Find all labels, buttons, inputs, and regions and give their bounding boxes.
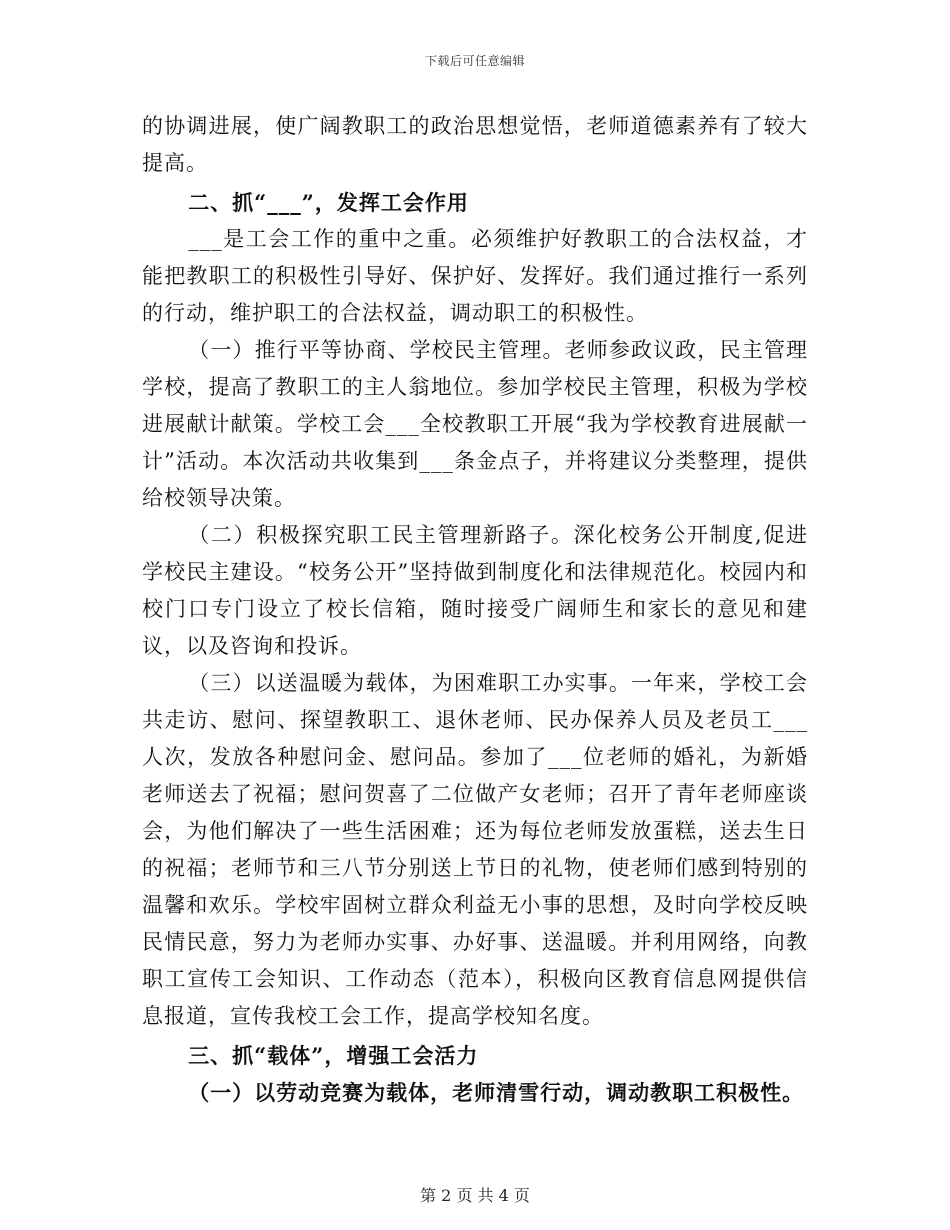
paragraph-school-affairs-openness: （二）积极探究职工民主管理新路子。深化校务公开制度,促进学校民主建设。“校务公开”坚持做到制度化和法律规范化。校园内和校门口专门设立了校长信箱，随时接受广阔师生和家长的意见和建议，以及咨询和投诉。 bbox=[142, 523, 808, 658]
paragraph-union-role: ___是工会工作的重中之重。必须维护好教职工的合法权益，才能把教职工的积极性引导好、保护好、发挥好。我们通过推行一系列的行动，维护职工的合法权益，调动职工的积极性。 bbox=[142, 227, 808, 325]
paragraph-continuation: 的协调进展，使广阔教职工的政治思想觉悟，老师道德素养有了较大提高。 bbox=[142, 114, 808, 175]
subsection-heading-3-1: （一）以劳动竞赛为载体，老师清雪行动，调动教职工积极性。 bbox=[188, 1080, 805, 1105]
paragraph-warmth-delivery: （三）以送温暖为载体，为困难职工办实事。一年来，学校工会共走访、慰问、探望教职工、退休老师、民办保养人员及老员工___人次，发放各种慰问金、慰问品。参加了___位老师的婚礼，为新婚老师送去了祝福；慰问贺喜了二位做产女老师；召开了青年老师座谈会，为他们解决了一些生活困难；还为每位老师发放蛋糕，送去生日的祝福；老师节和三八节分别送上节日的礼物，使老师们感到特别的温馨和欢乐。学校牢固树立群众利益无小事的思想，及时向学校反映民情民意，努力为老师办实事、办好事、送温暖。并利用网络，向教职工宣传工会知识、工作动态（范本），积极向区教育信息网提供信息报道，宣传我校工会工作，提高学校知名度。 bbox=[142, 671, 808, 1028]
section-heading-3: 三、抓“载体”，增强工会活力 bbox=[188, 1043, 479, 1068]
paragraph-democratic-management: （一）推行平等协商、学校民主管理。老师参政议政，民主管理学校，提高了教职工的主人翁地位。参加学校民主管理，积极为学校进展献计献策。学校工会___全校教职工开展“我为学校教育进展献一计”活动。本次活动共收集到___条金点子，并将建议分类整理，提供给校领导决策。 bbox=[142, 338, 808, 510]
section-heading-2: 二、抓“___”，发挥工会作用 bbox=[188, 190, 469, 215]
document-body bbox=[142, 108, 808, 1111]
page-footer: 第 2 页 共 4 页 bbox=[420, 1186, 530, 1205]
page-header: 下载后可任意编辑 bbox=[424, 54, 525, 68]
